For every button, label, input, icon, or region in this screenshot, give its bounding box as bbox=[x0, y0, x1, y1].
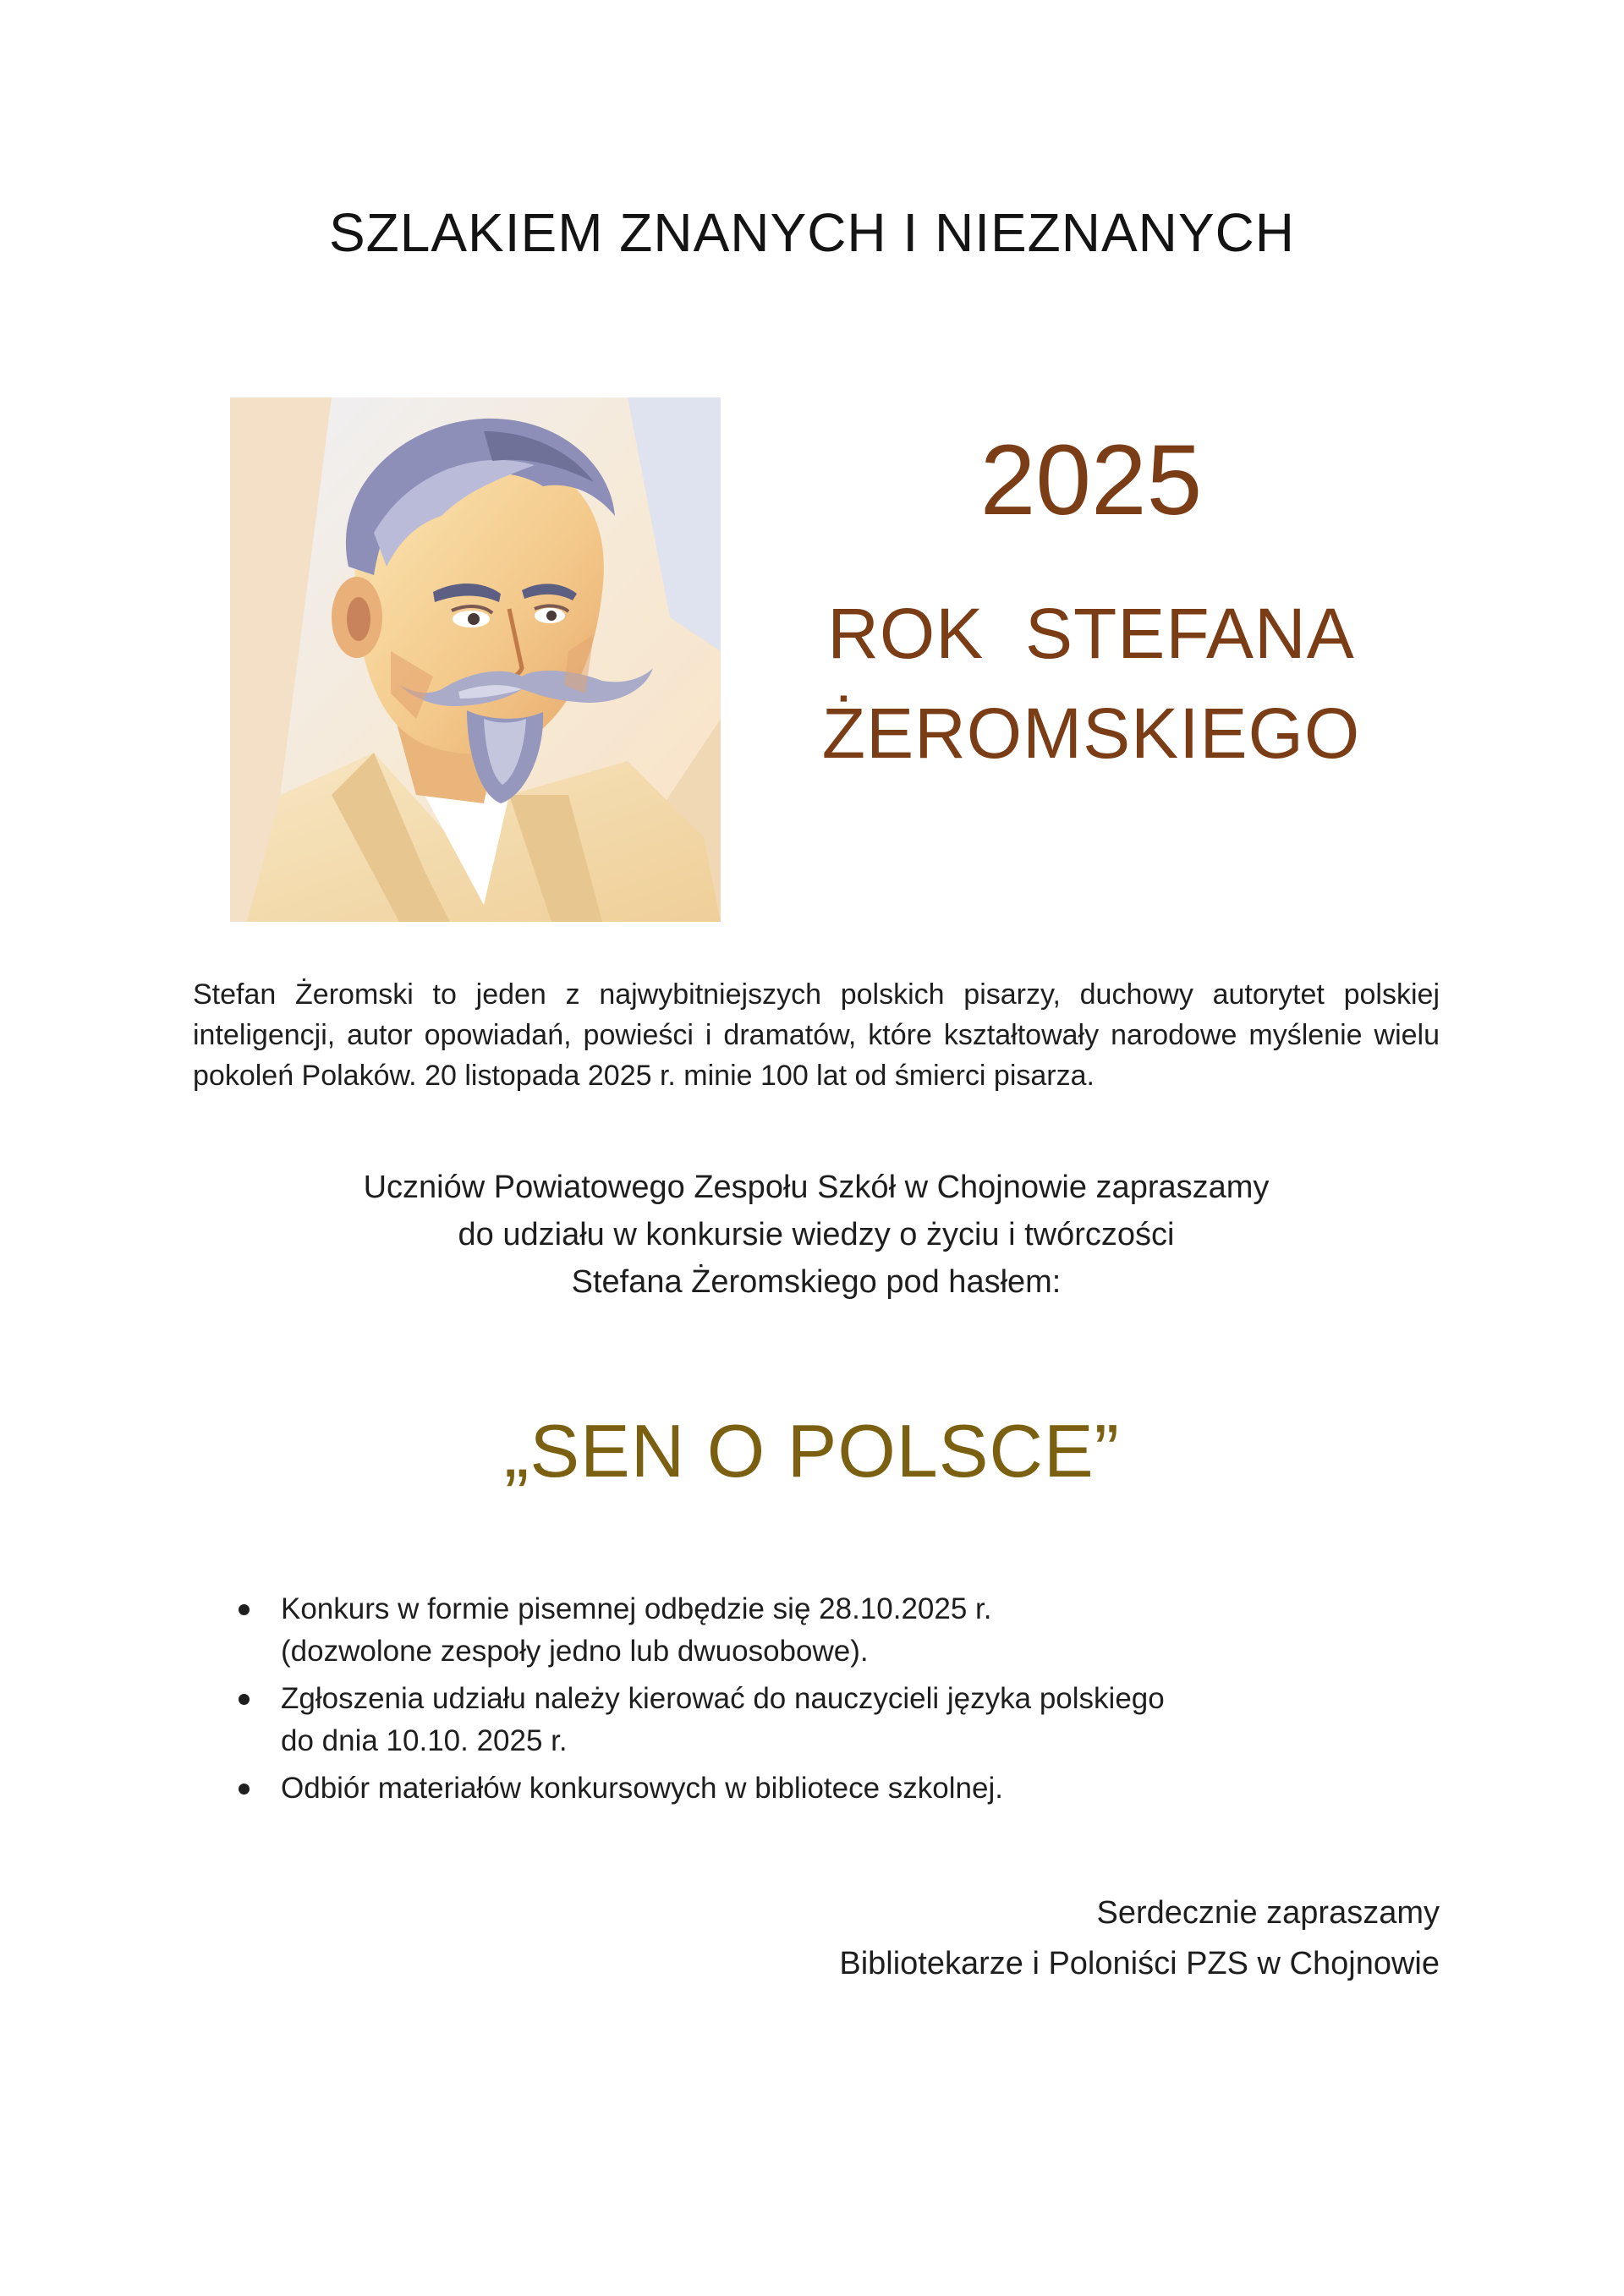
anniversary-heading-line-1: ROK STEFANA bbox=[827, 594, 1355, 673]
bullet-icon bbox=[239, 1784, 250, 1795]
anniversary-heading bbox=[761, 584, 1421, 783]
bullet-icon bbox=[239, 1604, 250, 1615]
list-item bbox=[239, 1588, 1338, 1673]
closing-line-2: Bibliotekarze i Poloniści PZS w Chojnowie bbox=[839, 1946, 1440, 1981]
invitation-line-1: Uczniów Powiatowego Zespołu Szkół w Chojnowie zapraszamy bbox=[363, 1170, 1270, 1205]
rule-1-line-2: (dozwolone zespoły jedno lub dwuosobowe). bbox=[281, 1635, 869, 1668]
rule-1-line-1: Konkurs w formie pisemnej odbędzie się 28.10.2025 r. bbox=[281, 1592, 992, 1625]
anniversary-heading-line-2: ŻEROMSKIEGO bbox=[821, 693, 1361, 773]
closing-signature bbox=[678, 1888, 1440, 1989]
list-item bbox=[239, 1678, 1338, 1762]
portrait-illustration bbox=[230, 397, 721, 922]
rule-2-line-1: Zgłoszenia udziału należy kierować do nauczycieli języka polskiego bbox=[281, 1682, 1165, 1715]
anniversary-year: 2025 bbox=[979, 425, 1203, 536]
invitation-text bbox=[193, 1164, 1440, 1306]
intro-paragraph: Stefan Żeromski to jeden z najwybitniejszych polskich pisarzy, duchowy autorytet polskiej inteligencji, autor opowiadań, powieści i dramatów, które kształtowały narodowe myślenie wielu pokoleń Polaków. 20 listopada 2025 r. minie 100 lat od śmierci pisarza. bbox=[193, 978, 1440, 1092]
bullet-icon bbox=[239, 1694, 250, 1705]
page-title: SZLAKIEM ZNANYCH I NIEZNANYCH bbox=[328, 202, 1296, 263]
invitation-line-3: Stefana Żeromskiego pod hasłem: bbox=[571, 1264, 1062, 1300]
closing-line-1: Serdecznie zapraszamy bbox=[1096, 1895, 1440, 1931]
contest-rules-list bbox=[239, 1588, 1338, 1815]
list-item bbox=[239, 1767, 1338, 1810]
invitation-line-2: do udziału w konkursie wiedzy o życiu i twórczości bbox=[458, 1217, 1175, 1252]
rule-3-line-1: Odbiór materiałów konkursowych w bibliotece szkolnej. bbox=[281, 1772, 1003, 1805]
contest-slogan: „SEN O POLSCE” bbox=[504, 1409, 1120, 1493]
rule-2-line-2: do dnia 10.10. 2025 r. bbox=[281, 1724, 568, 1757]
